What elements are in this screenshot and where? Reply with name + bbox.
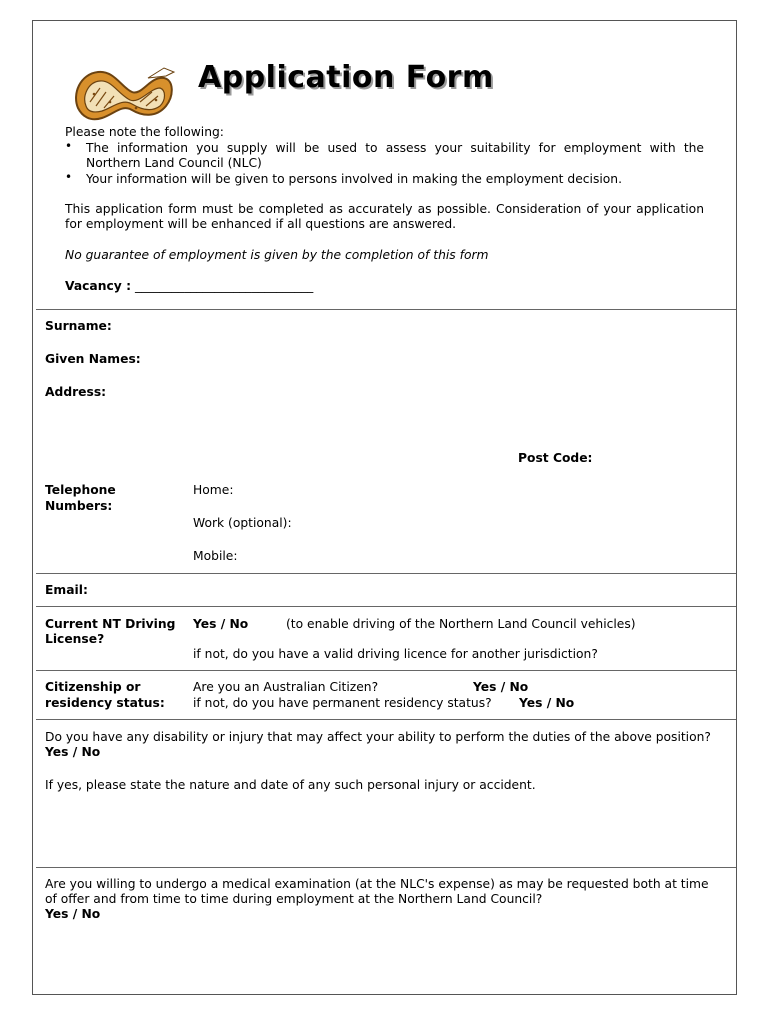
licence-other-jurisdiction: if not, do you have a valid driving licence for another jurisdiction? [193, 647, 598, 661]
medical-question-line-1: Are you willing to undergo a medical examination (at the NLC's expense) as may be requested both at time [45, 877, 709, 891]
instructions-line-2: for employment will be enhanced if all questions are answered. [65, 217, 457, 231]
surname-label: Surname: [45, 319, 112, 333]
divider [36, 606, 736, 607]
page-title: Application Form [198, 60, 494, 95]
telephone-label-line-1: Telephone [45, 483, 116, 497]
bullet-icon: • [65, 139, 73, 153]
divider [36, 719, 736, 720]
disability-yes-no[interactable]: Yes / No [45, 745, 101, 759]
given-names-label: Given Names: [45, 352, 141, 366]
citizen-question: Are you an Australian Citizen? [193, 680, 379, 694]
disability-question: Do you have any disability or injury that may affect your ability to perform the duties of the above position? [45, 730, 711, 744]
residency-yes-no[interactable]: Yes / No [519, 696, 575, 710]
bullet-icon: • [65, 170, 73, 184]
medical-yes-no[interactable]: Yes / No [45, 907, 101, 921]
bullet-1-line-2: Northern Land Council (NLC) [86, 156, 262, 170]
bullet-2: Your information will be given to persons involved in making the employment decision. [86, 172, 623, 186]
home-phone-label: Home: [193, 483, 234, 497]
instructions-line-1: This application form must be completed as accurately as possible. Consideration of your application [65, 202, 704, 216]
vacancy-field[interactable]: _____________________________ [135, 279, 314, 293]
disclaimer: No guarantee of employment is given by the completion of this form [65, 248, 489, 262]
licence-label-line-2: License? [45, 632, 105, 646]
intro-lead: Please note the following: [65, 125, 224, 139]
email-label: Email: [45, 583, 88, 597]
citizen-yes-no[interactable]: Yes / No [473, 680, 529, 694]
licence-label-line-1: Current NT Driving [45, 617, 176, 631]
licence-note: (to enable driving of the Northern Land Council vehicles) [286, 617, 636, 631]
mobile-phone-label: Mobile: [193, 549, 238, 563]
bullet-1-line-1: The information you supply will be used to assess your suitability for employment with the [86, 141, 704, 155]
nlc-aboriginal-art-logo-icon [70, 62, 176, 124]
divider [36, 867, 736, 868]
residency-question: if not, do you have permanent residency status? [193, 696, 492, 710]
disability-follow-up: If yes, please state the nature and date of any such personal injury or accident. [45, 778, 536, 792]
licence-yes-no[interactable]: Yes / No [193, 617, 249, 631]
medical-question-line-2: of offer and from time to time during employment at the Northern Land Council? [45, 892, 543, 906]
post-code-label: Post Code: [518, 451, 593, 465]
divider [36, 670, 736, 671]
citizenship-label-line-2: residency status: [45, 696, 165, 710]
work-phone-label: Work (optional): [193, 516, 292, 530]
telephone-label-line-2: Numbers: [45, 499, 113, 513]
vacancy-label: Vacancy : [65, 279, 131, 293]
address-label: Address: [45, 385, 107, 399]
divider [36, 573, 736, 574]
divider [36, 309, 736, 310]
citizenship-label-line-1: Citizenship or [45, 680, 141, 694]
